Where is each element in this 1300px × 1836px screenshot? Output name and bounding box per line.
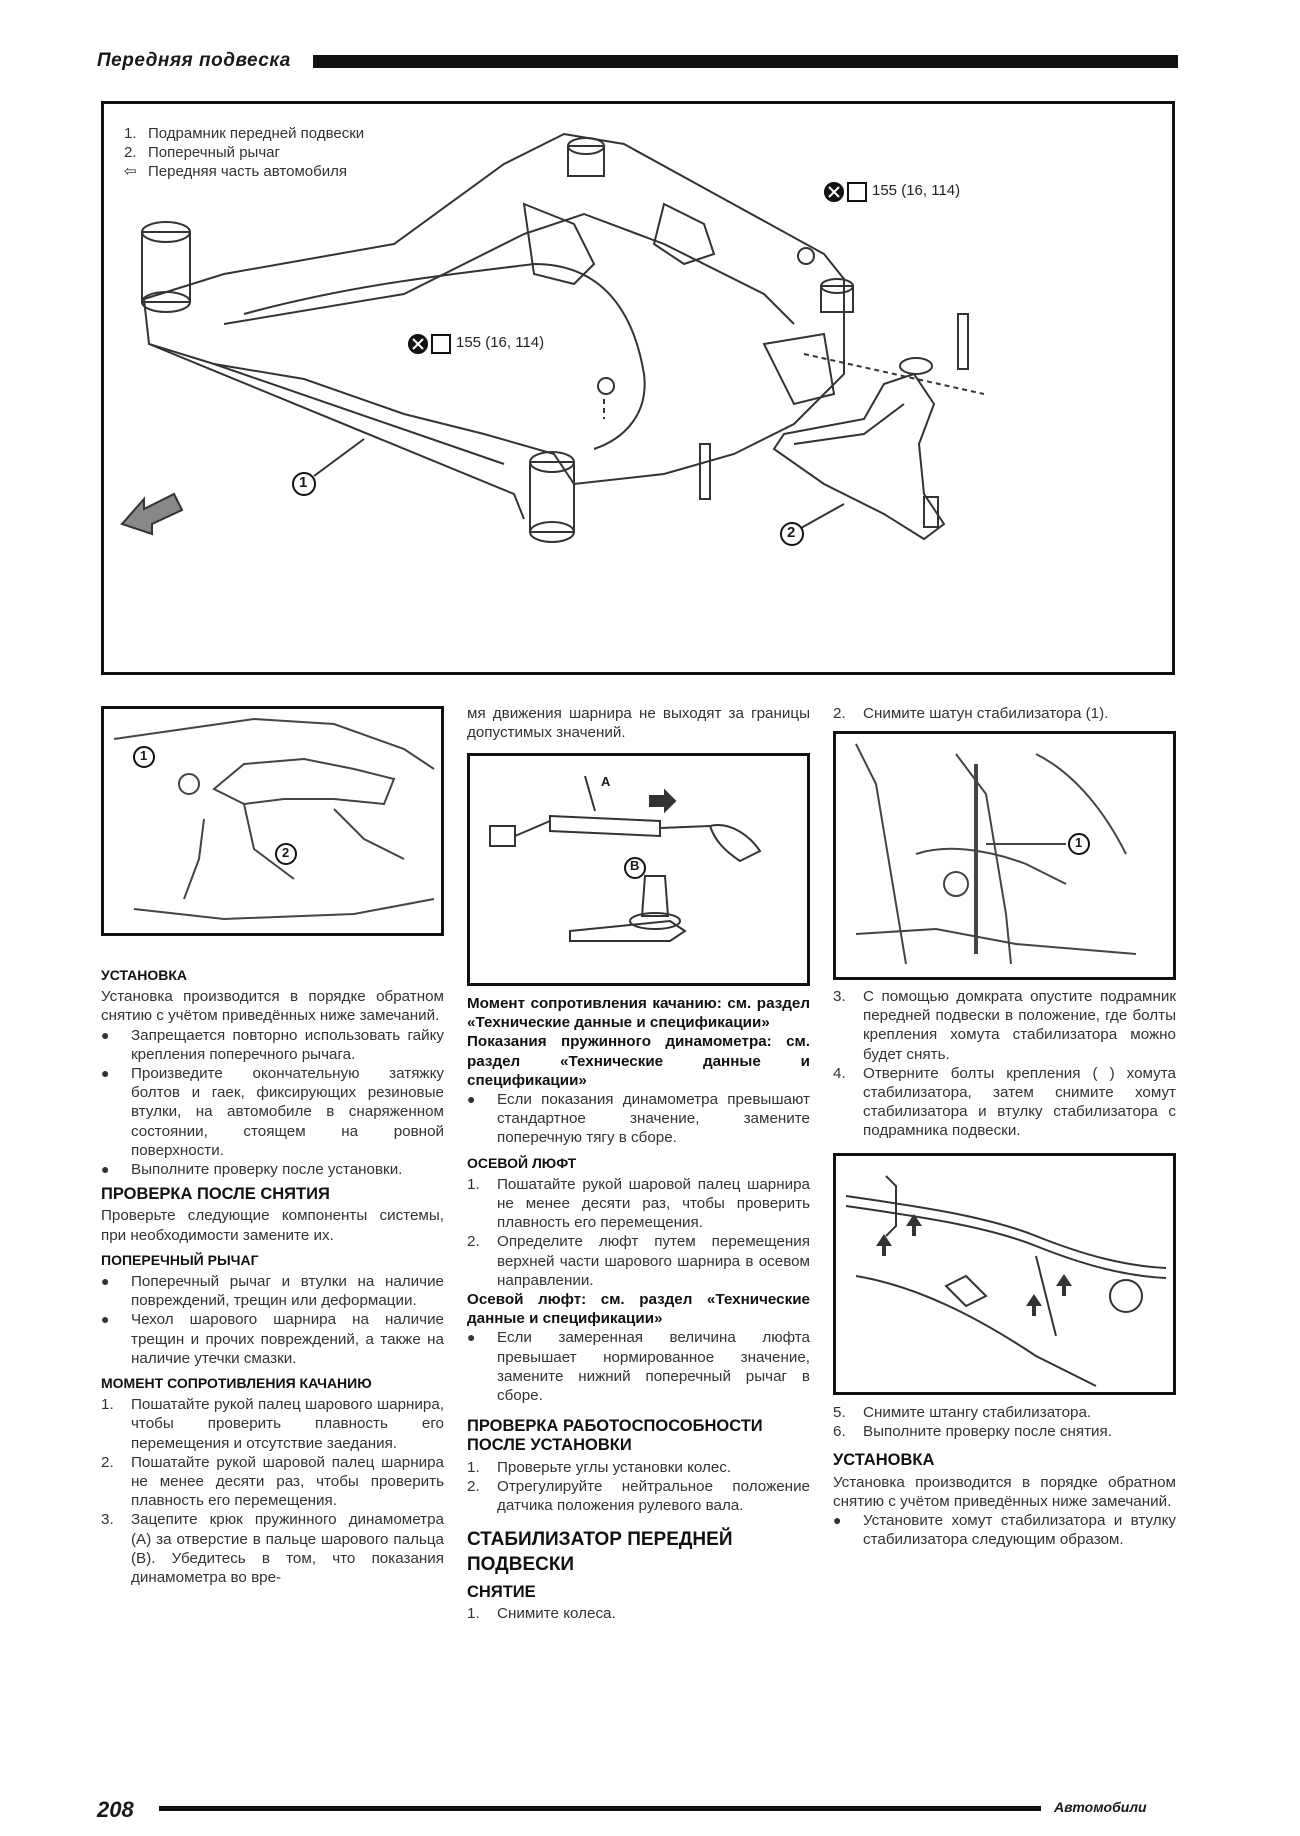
callout-a: A	[601, 774, 611, 789]
left-column	[101, 960, 444, 1587]
header-rule	[313, 55, 1178, 68]
torque-label-right: 155 (16, 114)	[872, 182, 961, 199]
stabilizer-heading: СТАБИЛИЗАТОР ПЕРЕДНЕЙ ПОДВЕСКИ	[467, 1529, 733, 1576]
list-item: ● Если замеренная величина люфта превышает нормированное значение, замените нижний поперечный рычаг в сборе.	[467, 1329, 810, 1405]
figure-legend	[124, 124, 364, 181]
footer-brand: Автомобили	[1054, 1799, 1147, 1815]
axial-play-heading: ОСЕВОЙ ЛЮФТ	[467, 1154, 577, 1171]
list-item: 5. Снимите штангу стабилизатора.	[833, 1404, 1092, 1421]
list-item: ● Выполните проверку после установки.	[101, 1161, 403, 1179]
stabilizer-clamp-drawing	[836, 1156, 1173, 1392]
list-item: 1. Снимите колеса.	[467, 1605, 616, 1623]
list-item: 2. Снимите шатун стабилизатора (1).	[833, 705, 1109, 722]
stabilizer-link-photo	[833, 731, 1176, 980]
operability-heading: ПРОВЕРКА РАБОТОСПОСОБНОСТИ ПОСЛЕ УСТАНОВКИ	[467, 1417, 763, 1455]
stabilizer-link-drawing	[836, 734, 1173, 977]
callout-2: 2	[282, 845, 290, 860]
subframe-drawing	[104, 104, 1172, 672]
lower-arm-drawing	[104, 709, 441, 933]
lower-arm-heading: ПОПЕРЕЧНЫЙ РЫЧАГ	[101, 1251, 259, 1268]
legend-item-subframe: 1. Подрамник передней подвески	[124, 125, 365, 142]
install-intro: Установка производится в порядке обратном снятию с учётом приведённых ниже замечаний.	[833, 1473, 1176, 1510]
callout-1: 1	[1075, 835, 1083, 850]
ball-joint-diagram	[467, 753, 810, 986]
list-item: 1. Пошатайте рукой шаровой палец шарнира не менее десяти раз, чтобы проверить плавность его перемещения.	[467, 1175, 810, 1232]
right-column-mid	[833, 987, 1176, 1141]
callout-b: B	[630, 858, 640, 873]
torque-label-center: 155 (16, 114)	[456, 334, 545, 351]
callout-1: 1	[140, 748, 148, 763]
legend-item-lower-arm: 2. Поперечный рычаг	[124, 144, 280, 161]
list-item: 1. Пошатайте рукой палец шарового шарнира, чтобы проверить плавность его перемещения и отсутствие заедания.	[101, 1396, 444, 1452]
right-column-top	[833, 704, 1176, 723]
list-item: ● Чехол шарового шарнира на наличие трещин и прочих повреждений, а также на наличие утечки смазки.	[101, 1311, 444, 1367]
install-intro: Установка производится в порядке обратном снятию с учётом приведённых ниже замечаний.	[101, 988, 444, 1025]
list-item: ● Поперечный рычаг и втулки на наличие повреждений, трещин или деформации.	[101, 1273, 444, 1310]
spec-axial-play: Осевой люфт: см. раздел «Технические данные и спецификации»	[467, 1291, 810, 1328]
spec-dynamometer: Показания пружинного динамометра: см. раздел «Технические данные и спецификации»	[467, 1033, 810, 1089]
legend-item-front: ⇦ Передняя часть автомобиля	[124, 163, 347, 180]
swing-moment-heading: МОМЕНТ СОПРОТИВЛЕНИЯ КАЧАНИЮ	[101, 1375, 372, 1392]
removal-heading: СНЯТИЕ	[467, 1583, 536, 1602]
right-column-bottom	[833, 1403, 1176, 1549]
list-item: 3. Зацепите крюк пружинного динамометра (A) за отверстие в пальце шарового пальца (B). Убедитесь в том, что показания динамометра во вре-	[101, 1511, 444, 1587]
callout-lower-arm: 2	[787, 524, 796, 541]
check-intro: Проверьте следующие компоненты системы, при необходимости замените их.	[101, 1207, 444, 1244]
list-item: 6. Выполните проверку после снятия.	[833, 1423, 1112, 1441]
spec-swing-moment: Момент сопротивления качанию: см. раздел «Технические данные и спецификации»	[467, 995, 810, 1032]
page-number: 208	[97, 1797, 134, 1822]
footer-rule	[159, 1806, 1041, 1811]
list-item: 3. С помощью домкрата опустите подрамник передней подвески в положение, где болты крепления хомута стабилизатора можно будет снять.	[833, 988, 1176, 1063]
list-item: 4. Отверните болты крепления ( ) хомута стабилизатора, затем снимите хомут стабилизатора и втулку стабилизатора с подрамника подвески.	[833, 1064, 1176, 1140]
list-item: 2. Отрегулируйте нейтральное положение датчика положения рулевого вала.	[467, 1477, 810, 1515]
check-heading: ПРОВЕРКА ПОСЛЕ СНЯТИЯ	[101, 1185, 330, 1204]
list-item: ● Установите хомут стабилизатора и втулку стабилизатора следующим образом.	[833, 1512, 1176, 1549]
install-heading: УСТАНОВКА	[101, 967, 188, 983]
list-item: ● Если показания динамометра превышают стандартное значение, замените поперечную тягу в сборе.	[467, 1091, 810, 1147]
section-title: Передняя подвеска	[97, 50, 291, 71]
list-item: 2. Определите люфт путем перемещения верхней части шарового шарнира в осевом направлении.	[467, 1233, 810, 1289]
list-item: 2. Пошатайте рукой шаровой палец шарнира не менее десяти раз, чтобы проверить плавность его перемещения.	[101, 1453, 444, 1510]
mid-column	[467, 994, 810, 1624]
list-item: 1. Проверьте углы установки колес.	[467, 1458, 732, 1476]
subframe-diagram	[101, 101, 1175, 675]
list-item: ● Запрещается повторно использовать гайку крепления поперечного рычага.	[101, 1026, 444, 1063]
lower-arm-photo	[101, 706, 444, 936]
install-heading: УСТАНОВКА	[833, 1451, 935, 1470]
list-item: ● Произведите окончательную затяжку болтов и гаек, фиксирующих резиновые втулки, на автомобиле в снаряженном состоянии, стоящем на ровной поверхности.	[101, 1065, 444, 1159]
continuation-text: мя движения шарнира не выходят за границы допустимых значений.	[467, 705, 810, 742]
callout-subframe: 1	[299, 474, 308, 491]
mid-column-top	[467, 704, 810, 742]
stabilizer-clamp-diagram	[833, 1153, 1176, 1395]
